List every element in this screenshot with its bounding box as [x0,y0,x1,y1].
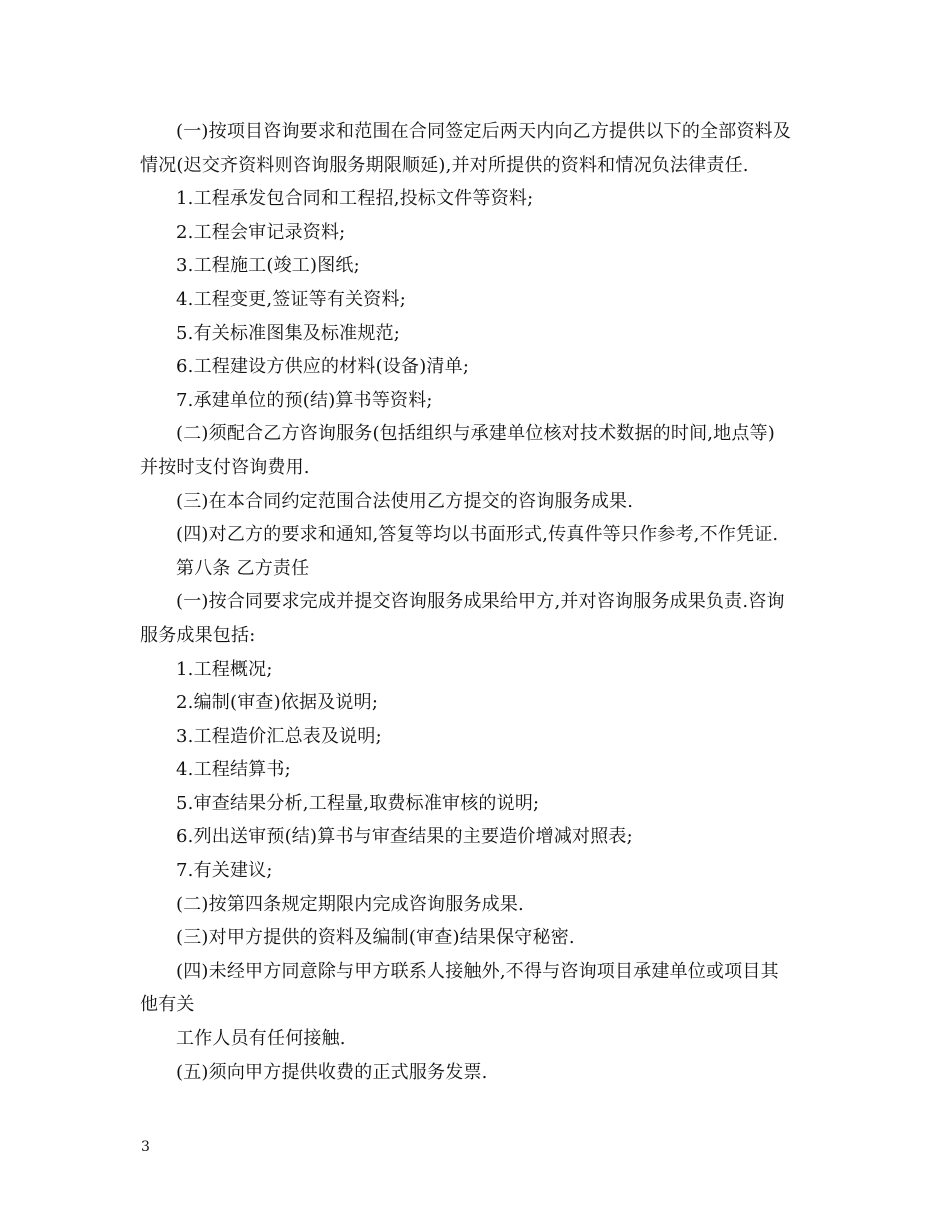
text-line: 5.有关标准图集及标准规范; [176,322,401,344]
text-line: 4.工程结算书; [176,759,291,781]
text-line: 2.编制(审查)依据及说明; [176,692,379,714]
text-line: 情况(迟交齐资料则咨询服务期限顺延),并对所提供的资料和情况负法律责任. [140,154,749,176]
text-line: (五)须向甲方提供收费的正式服务发票. [176,1061,488,1083]
text-line: 2.工程会审记录资料; [176,221,346,243]
text-line: 7.有关建议; [176,860,273,882]
text-line: (四)对乙方的要求和通知,答复等均以书面形式,传真件等只作参考,不作凭证. [176,524,779,546]
text-line: (二)须配合乙方咨询服务(包括组织与承建单位核对技术数据的时间,地点等) [176,423,776,445]
text-line: 1.工程承发包合同和工程招,投标文件等资料; [176,188,534,210]
text-line: (一)按合同要求完成并提交咨询服务成果给甲方,并对咨询服务成果负责.咨询 [176,591,785,613]
text-line: 他有关 [140,994,195,1016]
document-body [140,115,815,1089]
text-line: 工作人员有任何接触. [176,1028,346,1050]
text-line: 服务成果包括: [140,624,256,646]
text-line: 第八条 乙方责任 [176,557,310,579]
text-line: (三)对甲方提供的资料及编制(审查)结果保守秘密. [176,927,575,949]
text-line: 3.工程施工(竣工)图纸; [176,255,360,277]
page-number: 3 [141,1139,150,1155]
text-line: 6.工程建设方供应的材料(设备)清单; [176,356,470,378]
text-line: 6.列出送审预(结)算书与审查结果的主要造价增减对照表; [176,826,633,848]
text-line: 4.工程变更,签证等有关资料; [176,288,406,310]
text-line: 1.工程概况; [176,658,273,680]
text-line: (一)按项目咨询要求和范围在合同签定后两天内向乙方提供以下的全部资料及 [176,121,792,142]
text-line: (三)在本合同约定范围合法使用乙方提交的咨询服务成果. [176,490,634,512]
text-line: 7.承建单位的预(结)算书等资料; [176,389,433,411]
text-line: 5.审查结果分析,工程量,取费标准审核的说明; [176,792,540,814]
text-line: (四)未经甲方同意除与甲方联系人接触外,不得与咨询项目承建单位或项目其 [176,960,779,982]
text-line: 并按时支付咨询费用. [140,456,310,478]
text-line: (二)按第四条规定期限内完成咨询服务成果. [176,893,524,915]
text-line: 3.工程造价汇总表及说明; [176,725,382,747]
